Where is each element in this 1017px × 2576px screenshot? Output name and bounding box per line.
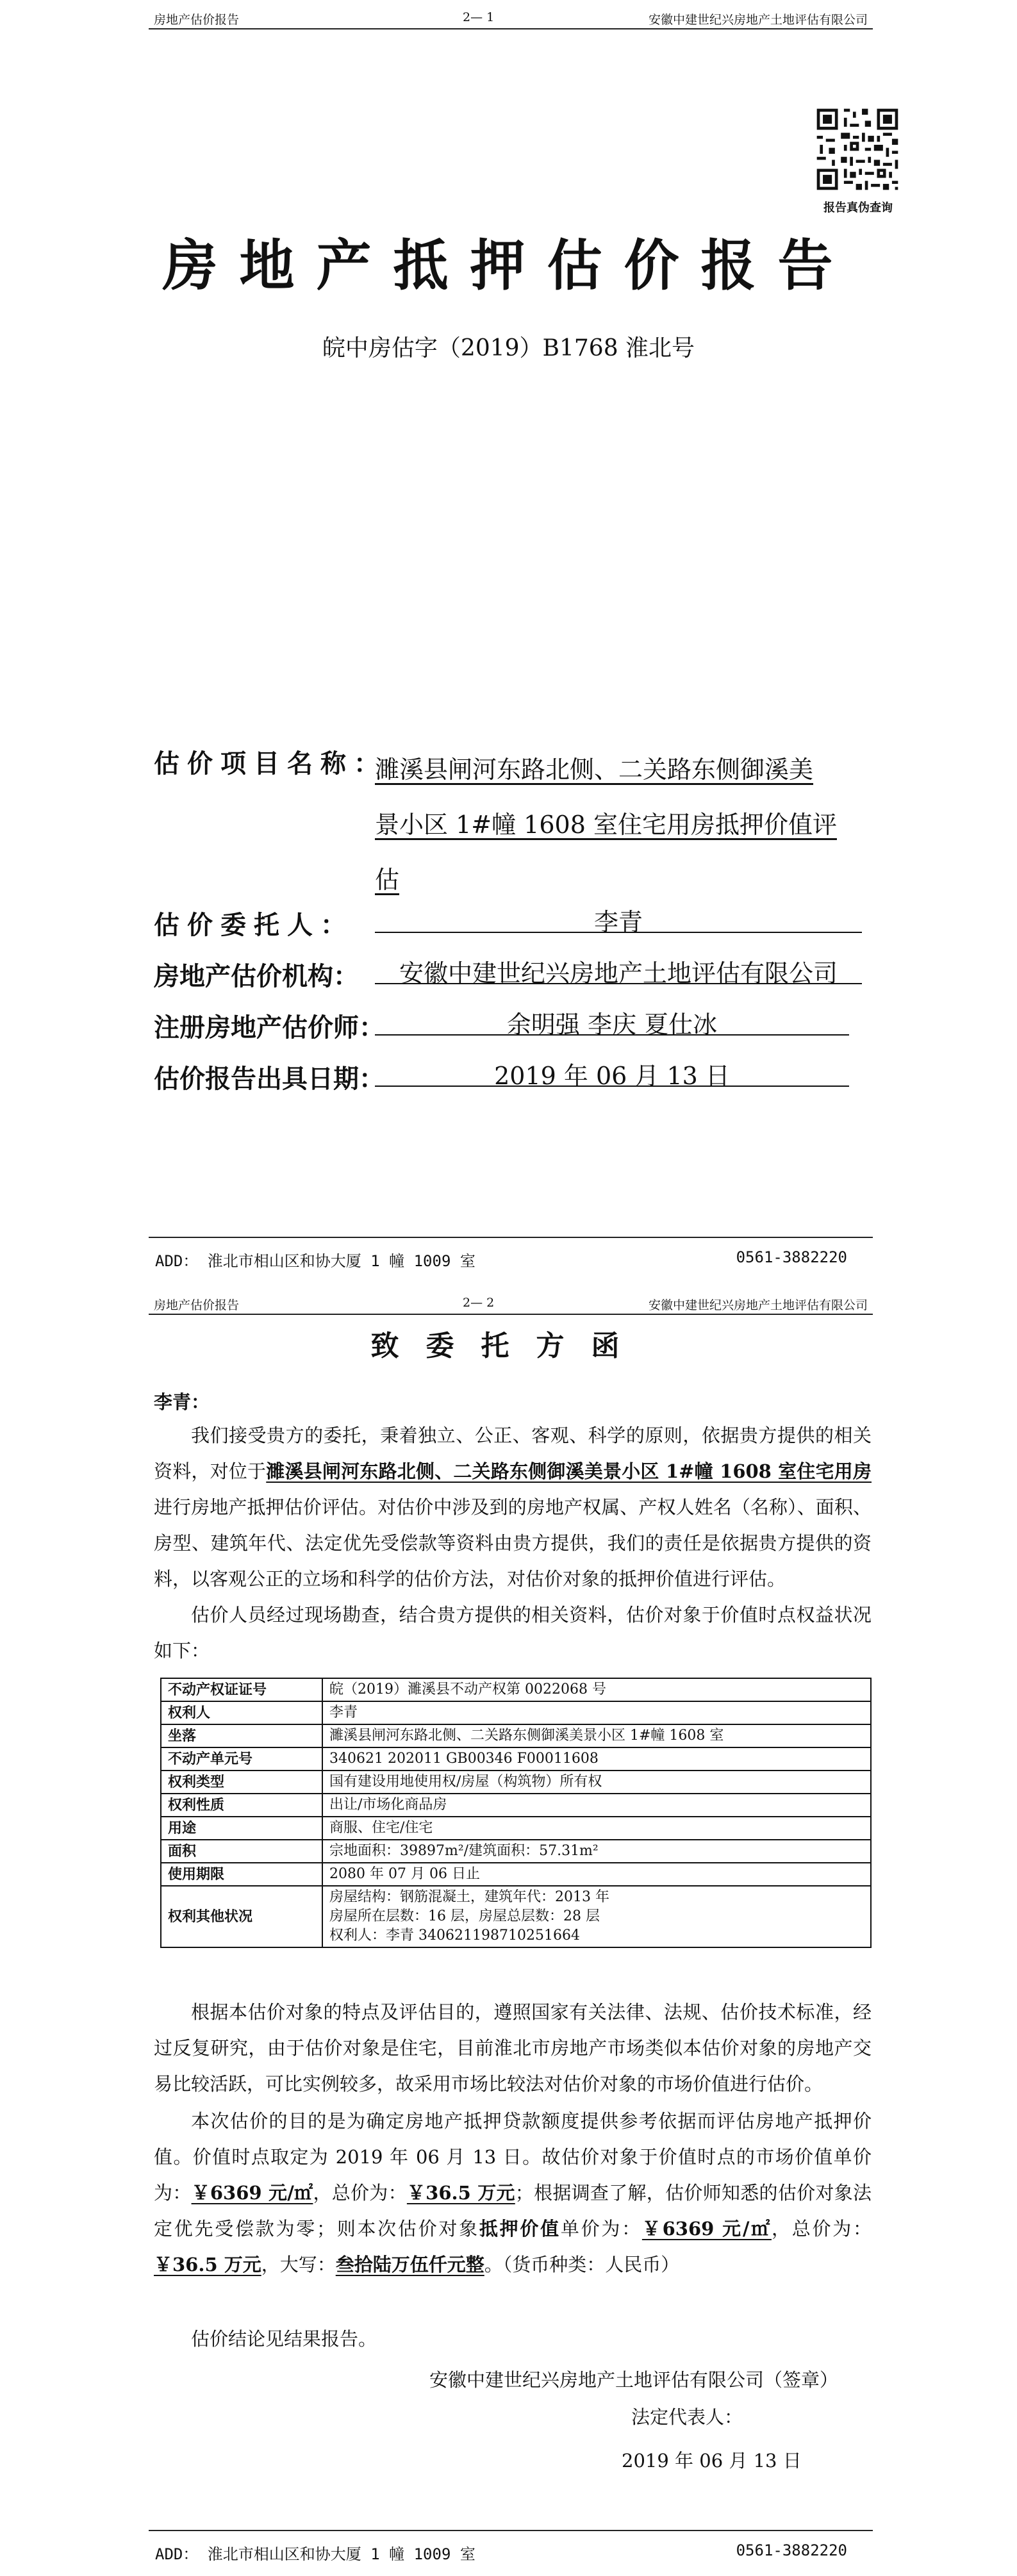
paragraph-conclusion	[154, 2103, 872, 2283]
text-segment: ，大写：	[261, 2254, 336, 2275]
mortgage-unit-price: ￥6369 元/㎡	[641, 2218, 772, 2240]
table-row	[161, 1886, 871, 1947]
table-key-cell: 权利性质	[161, 1794, 322, 1817]
page-header	[149, 6, 873, 29]
table-row	[161, 1840, 871, 1863]
table-value-line: 李青	[329, 1705, 358, 1721]
market-unit-price: ￥6369 元/㎡	[191, 2182, 313, 2204]
agency-value: 安徽中建世纪兴房地产土地评估有限公司	[375, 954, 862, 984]
table-key-cell: 不动产单元号	[161, 1747, 322, 1771]
table-value-cell	[322, 1771, 871, 1794]
table-row	[161, 1771, 871, 1794]
table-key-cell: 坐落	[161, 1724, 322, 1747]
text-segment: ，总价为：	[772, 2218, 872, 2240]
text-segment: ，总价为：	[313, 2182, 407, 2204]
project-line: 濉溪县闸河东路北侧、二关路东侧御溪美	[375, 755, 814, 784]
report-title: 房地产抵押估价报告	[162, 233, 855, 298]
page-footer	[149, 1237, 873, 1270]
text-segment: 本次估价的目的是为确定房地产抵押贷款额度提供参考依据而评估房地产抵押价值。价值时点取定为 2019 年 06 月 13 日。故估价对象于价值时点的市场价值单价为：	[154, 2110, 872, 2204]
project-label: 估价项目名称：	[154, 748, 387, 779]
table-value-line: 国有建设用地使用权/房屋（构筑物）所有权	[329, 1774, 602, 1790]
project-name	[375, 742, 875, 907]
table-key-cell: 不动产权证证号	[161, 1678, 322, 1701]
table-row	[161, 1701, 871, 1724]
table-row	[161, 1747, 871, 1771]
page-header	[149, 1292, 873, 1315]
client-value: 李青	[375, 902, 862, 933]
salutation: 李青：	[154, 1391, 210, 1413]
signature-date: 2019 年 06 月 13 日	[622, 2450, 802, 2472]
text-segment: 进行房地产抵押估价评估。对估价中涉及到的房地产权属、产权人姓名（名称）、面积、房型、建筑年代、法定优先受偿款等资料由贵方提供，我们的责任是依据贵方提供的资料，以客观公正的立场和科学的估价方法，对估价对象的抵押价值进行评估。	[154, 1496, 872, 1590]
qr-code[interactable]	[814, 106, 901, 193]
rights-table	[160, 1678, 872, 1948]
total-in-words: 叁拾陆万伍仟元整	[335, 2254, 484, 2275]
table-row	[161, 1794, 871, 1817]
table-row	[161, 1724, 871, 1747]
table-value-cell	[322, 1701, 871, 1724]
table-key-cell: 权利类型	[161, 1771, 322, 1794]
paragraph-closing: 估价结论见结果报告。	[191, 2328, 377, 2350]
table-value-line: 340621 202011 GB00346 F00011608	[329, 1751, 599, 1767]
page-footer	[149, 2530, 873, 2563]
footer-address: ADD： 淮北市相山区和协大厦 1 幢 1009 室	[155, 1252, 475, 1270]
signature-company: 安徽中建世纪兴房地产土地评估有限公司（签章）	[429, 2369, 839, 2391]
header-left: 房地产估价报告	[154, 13, 240, 27]
table-value-line: 出让/市场化商品房	[329, 1797, 447, 1813]
table-value-line: 房屋结构：钢筋混凝土，建筑年代：2013 年	[329, 1889, 609, 1905]
project-line: 估	[375, 866, 400, 894]
footer-phone: 0561-3882220	[736, 1248, 847, 1266]
table-key-cell: 用途	[161, 1817, 322, 1840]
header-page-number: 2— 1	[463, 10, 495, 24]
project-line: 景小区 1#幢 1608 室住宅用房抵押价值评	[375, 811, 837, 839]
market-total-price: ￥36.5 万元	[406, 2182, 515, 2204]
table-value-cell	[322, 1747, 871, 1771]
table-value-cell	[322, 1817, 871, 1840]
table-value-cell	[322, 1794, 871, 1817]
text-segment: 单价为：	[560, 2218, 642, 2240]
paragraph-intro	[154, 1417, 872, 1597]
letter-title: 致委托方函	[370, 1330, 647, 1362]
header-company: 安徽中建世纪兴房地产土地评估有限公司	[648, 13, 868, 27]
report-number: 皖中房估字（2019）B1768 淮北号	[322, 335, 695, 361]
paragraph-survey: 估价人员经过现场勘查，结合贵方提供的相关资料，估价对象于价值时点权益状况如下：	[154, 1604, 872, 1662]
client-label: 估价委托人：	[154, 910, 354, 940]
property-address: 濉溪县闸河东路北侧、二关路东侧御溪美景小区 1#幢 1608 室住宅用房	[266, 1460, 872, 1482]
table-value-cell	[322, 1678, 871, 1701]
table-value-line: 皖（2019）濉溪县不动产权第 0022068 号	[329, 1681, 606, 1697]
mortgage-value-term: 抵押价值	[479, 2218, 561, 2240]
table-value-line: 2080 年 07 月 06 日止	[329, 1866, 480, 1882]
table-value-cell	[322, 1724, 871, 1747]
table-key-cell: 面积	[161, 1840, 322, 1863]
appraisers-value: 余明强 李庆 夏仕冰	[375, 1005, 849, 1036]
text-segment: 。（货币种类：人民币）	[484, 2254, 680, 2275]
table-value-line: 权利人：李青 340621198710251664	[329, 1928, 580, 1944]
table-value-line: 房屋所在层数：16 层，房屋总层数：28 层	[329, 1908, 600, 1924]
paragraph-method: 根据本估价对象的特点及评估目的，遵照国家有关法律、法规、估价技术标准，经过反复研究，由于估价对象是住宅，目前淮北市房地产市场类似本估价对象的房地产交易比较活跃，可比实例较多，故采用市场比较法对估价对象的市场价值进行估价。	[154, 2001, 872, 2095]
mortgage-total-price: ￥36.5 万元	[154, 2254, 261, 2275]
text-segment: ；根据调查了解，估价师知悉的估价对象法定优先受偿款为零；则本次估价对象	[154, 2182, 872, 2240]
page-cover	[0, 0, 1017, 1285]
table-value-line: 宗地面积：39897m²/建筑面积：57.31m²	[329, 1843, 599, 1859]
table-value-line: 商服、住宅/住宅	[329, 1820, 433, 1836]
table-row	[161, 1863, 871, 1886]
header-page-number: 2— 2	[463, 1296, 495, 1310]
table-key-cell: 权利人	[161, 1701, 322, 1724]
footer-phone: 0561-3882220	[736, 2541, 847, 2559]
report-date-value: 2019 年 06 月 13 日	[375, 1056, 849, 1087]
table-key-cell: 权利其他状况	[161, 1886, 322, 1947]
table-value-cell	[322, 1886, 871, 1947]
table-key-cell: 使用期限	[161, 1863, 322, 1886]
footer-address: ADD： 淮北市相山区和协大厦 1 幢 1009 室	[155, 2545, 475, 2563]
date-label: 估价报告出具日期：	[154, 1064, 384, 1094]
table-value-cell	[322, 1863, 871, 1886]
signature-representative: 法定代表人：	[631, 2406, 743, 2428]
table-value-line: 濉溪县闸河东路北侧、二关路东侧御溪美景小区 1#幢 1608 室	[329, 1728, 724, 1744]
table-row	[161, 1678, 871, 1701]
table-row	[161, 1817, 871, 1840]
header-company: 安徽中建世纪兴房地产土地评估有限公司	[648, 1298, 868, 1312]
qr-caption: 报告真伪查询	[823, 201, 893, 215]
agency-label: 房地产估价机构：	[154, 961, 359, 991]
header-left: 房地产估价报告	[154, 1298, 240, 1312]
table-value-cell	[322, 1840, 871, 1863]
text-segment: 我们接受贵方的委托，秉着独立、公正、客观、科学的原则，依据贵方提供的相关资料，对位于	[154, 1424, 872, 1482]
appraiser-label: 注册房地产估价师：	[154, 1012, 384, 1043]
